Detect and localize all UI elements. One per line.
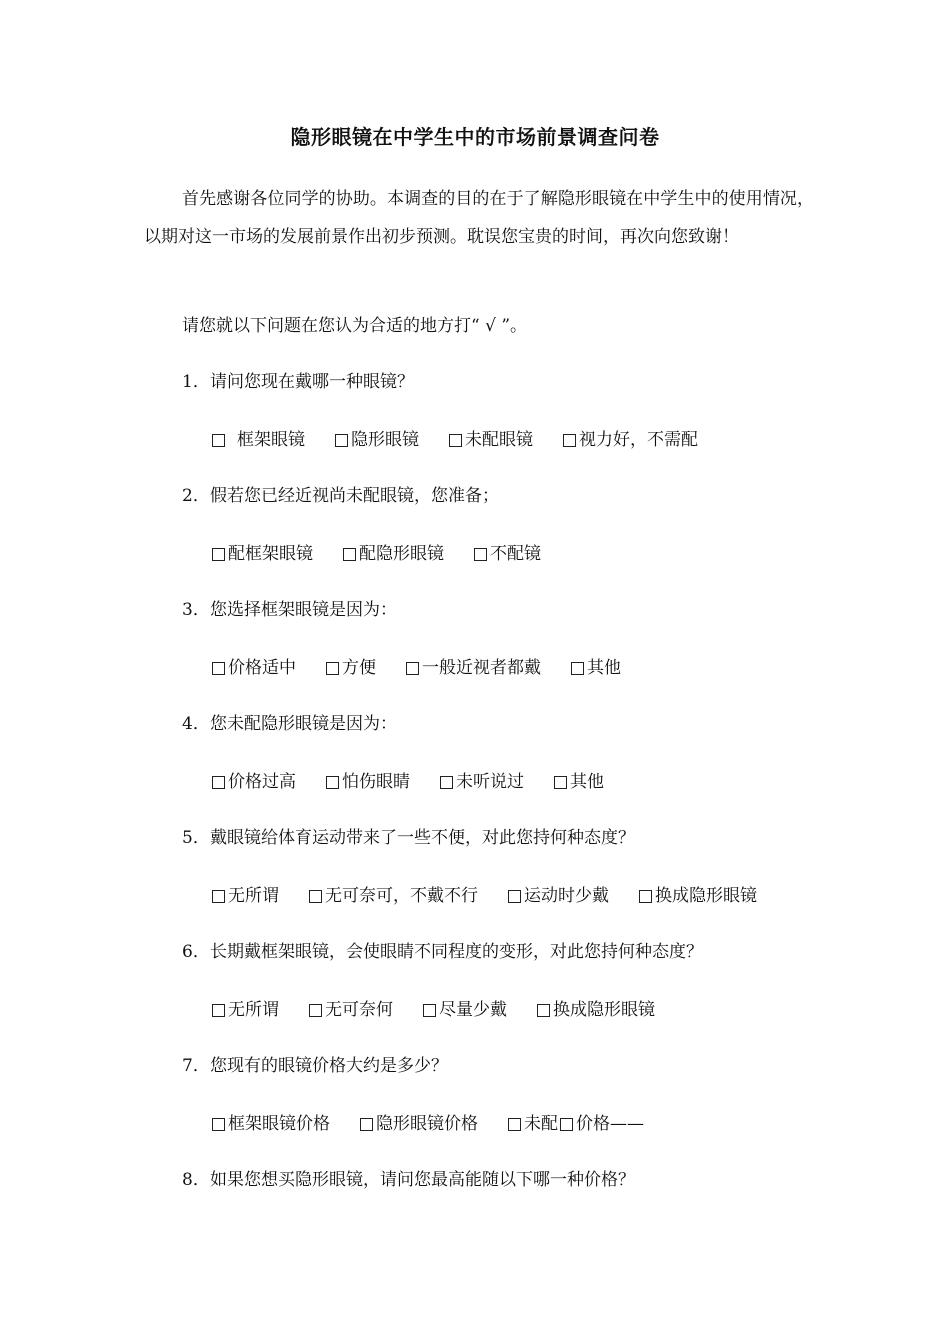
question-3: [182, 596, 397, 624]
intro-paragraph: 首先感谢各位同学的协助。本调查的目的在于了解隐形眼镜在中学生中的使用情况，以期对这一市场的发展前景作出初步预测。耽误您宝贵的时间，再次向您致谢！: [144, 189, 814, 247]
checkbox-icon[interactable]: [406, 662, 419, 675]
checkbox-icon[interactable]: [309, 1004, 322, 1017]
checkbox-icon[interactable]: [212, 548, 225, 561]
checkbox-icon[interactable]: [335, 434, 348, 447]
question-2: [182, 482, 499, 510]
question-1-options: [212, 426, 698, 454]
option-frame-glasses[interactable]: 框架眼镜: [212, 426, 305, 454]
option-switch-contacts[interactable]: 换成隐形眼镜: [537, 996, 655, 1024]
checkbox-icon[interactable]: [554, 776, 567, 789]
question-number: 5．: [182, 828, 210, 848]
question-7-options: [212, 1110, 644, 1138]
checkbox-icon[interactable]: [212, 1118, 225, 1131]
checkbox-icon[interactable]: [563, 434, 576, 447]
question-text: 您未配隐形眼镜是因为：: [210, 714, 397, 734]
question-text: 如果您想买隐形眼镜，请问您最高能随以下哪一种价格？: [210, 1170, 635, 1190]
question-4-options: [212, 768, 604, 796]
checkbox-icon[interactable]: [212, 1004, 225, 1017]
option-get-frame[interactable]: 配框架眼镜: [212, 540, 313, 568]
question-text: 戴眼镜给体育运动带来了一些不便，对此您持何种态度？: [210, 828, 635, 848]
checkbox-icon[interactable]: [212, 662, 225, 675]
question-number: 6．: [182, 942, 210, 962]
option-never-heard[interactable]: 未听说过: [440, 768, 524, 796]
checkbox-icon[interactable]: [423, 1004, 436, 1017]
question-text: 长期戴框架眼镜，会使眼睛不同程度的变形，对此您持何种态度？: [210, 942, 703, 962]
question-8: [182, 1166, 635, 1194]
option-fair-price[interactable]: 价格适中: [212, 654, 296, 682]
option-contacts-price[interactable]: 隐形眼镜价格: [360, 1110, 478, 1138]
question-5: [182, 824, 635, 852]
option-other[interactable]: 其他: [554, 768, 604, 796]
option-get-contacts[interactable]: 配隐形眼镜: [343, 540, 444, 568]
question-text: 您选择框架眼镜是因为：: [210, 600, 397, 620]
question-number: 7．: [182, 1056, 210, 1076]
question-6-options: [212, 996, 655, 1024]
option-fear-eye-damage[interactable]: 怕伤眼睛: [326, 768, 410, 796]
option-good-vision[interactable]: 视力好，不需配: [563, 426, 698, 454]
option-frame-price[interactable]: 框架眼镜价格: [212, 1110, 330, 1138]
question-text: 请问您现在戴哪一种眼镜？: [210, 372, 414, 392]
checkbox-icon[interactable]: [360, 1118, 373, 1131]
option-wear-less[interactable]: 尽量少戴: [423, 996, 507, 1024]
option-no-choice[interactable]: 无可奈可，不戴不行: [309, 882, 478, 910]
option-common[interactable]: 一般近视者都戴: [406, 654, 541, 682]
checkbox-icon[interactable]: [560, 1118, 573, 1131]
checkbox-icon[interactable]: [212, 434, 225, 447]
question-number: 1．: [182, 372, 210, 392]
option-other[interactable]: 其他: [571, 654, 621, 682]
checkbox-icon[interactable]: [309, 890, 322, 903]
checkbox-icon[interactable]: [440, 776, 453, 789]
question-number: 4．: [182, 714, 210, 734]
checkbox-icon[interactable]: [212, 890, 225, 903]
checkbox-icon[interactable]: [537, 1004, 550, 1017]
checkbox-icon[interactable]: [212, 776, 225, 789]
option-no-glasses[interactable]: 不配镜: [474, 540, 541, 568]
question-2-options: [212, 540, 541, 568]
checkbox-icon[interactable]: [326, 662, 339, 675]
question-4: [182, 710, 397, 738]
option-helpless[interactable]: 无可奈何: [309, 996, 393, 1024]
option-no-glasses[interactable]: 未配眼镜: [449, 426, 533, 454]
option-switch-contacts[interactable]: 换成隐形眼镜: [639, 882, 757, 910]
question-7: [182, 1052, 448, 1080]
checkbox-icon[interactable]: [343, 548, 356, 561]
question-3-options: [212, 654, 621, 682]
checkbox-icon[interactable]: [571, 662, 584, 675]
checkbox-icon[interactable]: [508, 1118, 521, 1131]
checkbox-icon[interactable]: [639, 890, 652, 903]
instruction-text: 请您就以下问题在您认为合适的地方打“ √ ”。: [182, 316, 528, 336]
option-indifferent[interactable]: 无所谓: [212, 882, 279, 910]
option-wear-less-sports[interactable]: 运动时少戴: [508, 882, 609, 910]
checkbox-icon[interactable]: [326, 776, 339, 789]
document-title: 隐形眼镜在中学生中的市场前景调查问卷: [290, 125, 660, 149]
question-5-options: [212, 882, 757, 910]
option-price-high[interactable]: 价格过高: [212, 768, 296, 796]
checkbox-icon[interactable]: [508, 890, 521, 903]
question-text: 您现有的眼镜价格大约是多少？: [210, 1056, 448, 1076]
option-convenient[interactable]: 方便: [326, 654, 376, 682]
question-number: 3．: [182, 600, 210, 620]
question-1: [182, 368, 414, 396]
option-contact-lenses[interactable]: 隐形眼镜: [335, 426, 419, 454]
question-number: 2．: [182, 486, 210, 506]
question-text: 假若您已经近视尚未配眼镜，您准备；: [210, 486, 499, 506]
checkbox-icon[interactable]: [449, 434, 462, 447]
option-not-fitted[interactable]: 未配 价格——: [508, 1110, 644, 1138]
question-6: [182, 938, 703, 966]
checkbox-icon[interactable]: [474, 548, 487, 561]
question-number: 8．: [182, 1170, 210, 1190]
option-indifferent[interactable]: 无所谓: [212, 996, 279, 1024]
